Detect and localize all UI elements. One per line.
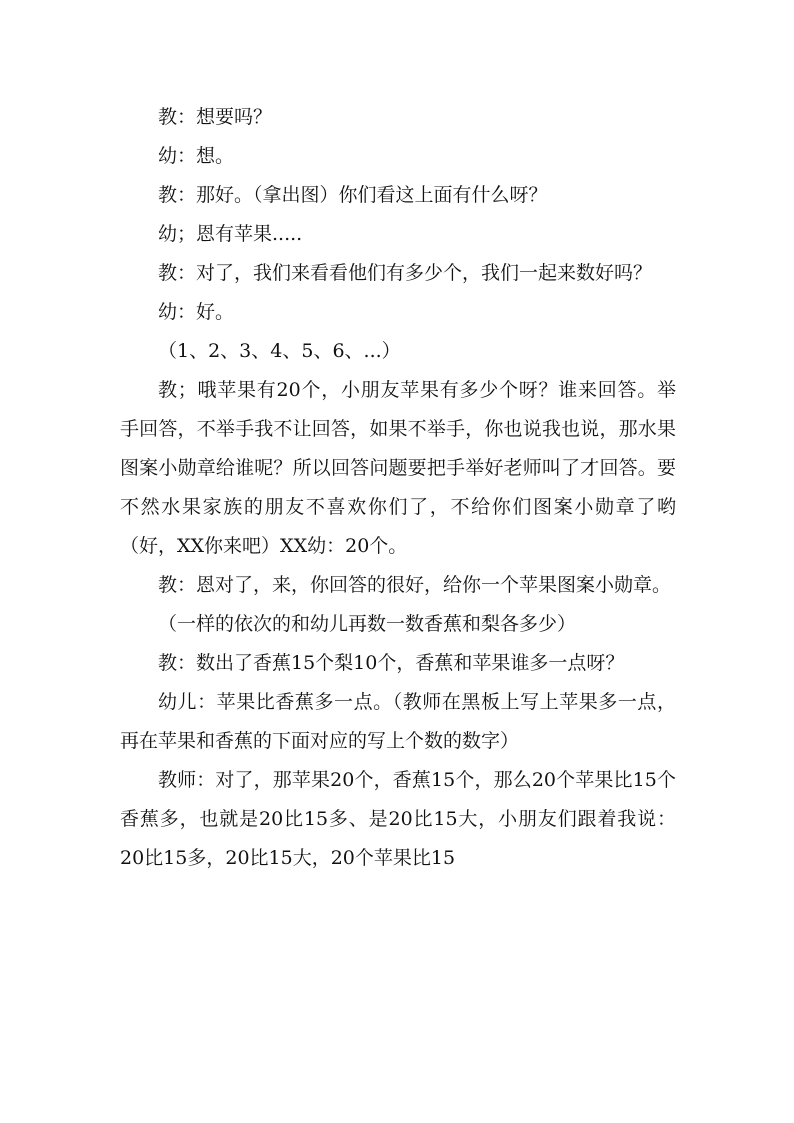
paragraph-12: 幼儿：苹果比香蕉多一点。（教师在黑板上写上苹果多一点，再在苹果和香蕉的下面对应的写上个数的数字） — [120, 691, 676, 752]
paragraph-13: 教师：对了，那苹果20个，香蕉15个，那么20个苹果比15个香蕉多，也就是20比15多、是20比15大，小朋友们跟着我说：20比15多，20比15大，20个苹果比15 — [120, 769, 676, 869]
paragraph-1: 教：想要吗？ — [158, 106, 273, 128]
document-body — [120, 98, 676, 878]
paragraph-6: 幼：好。 — [158, 301, 235, 323]
paragraph-3: 教：那好。（拿出图）你们看这上面有什么呀？ — [158, 184, 548, 206]
paragraph-7: （1、2、3、4、5、6、...） — [158, 340, 401, 362]
paragraph-10: （一样的依次的和幼儿再数一数香蕉和梨各多少） — [158, 613, 577, 635]
paragraph-2: 幼：想。 — [158, 145, 235, 167]
paragraph-8: 教；哦苹果有20个，小朋友苹果有多少个呀？谁来回答。举手回答，不举手我不让回答，如果不举手，你也说我也说，那水果图案小勋章给谁呢？所以回答问题要把手举好老师叫了才回答。要不然水果家族的朋友不喜欢你们了，不给你们图案小勋章了哟（好，XX你来吧）XX幼：20个。 — [120, 379, 676, 557]
paragraph-5: 教：对了，我们来看看他们有多少个，我们一起来数好吗？ — [158, 262, 653, 284]
paragraph-11: 教：数出了香蕉15个梨10个，香蕉和苹果谁多一点呀？ — [158, 652, 625, 674]
paragraph-4: 幼；恩有苹果..... — [158, 223, 303, 245]
paragraph-9: 教：恩对了，来，你回答的很好，给你一个苹果图案小勋章。 — [158, 574, 672, 596]
